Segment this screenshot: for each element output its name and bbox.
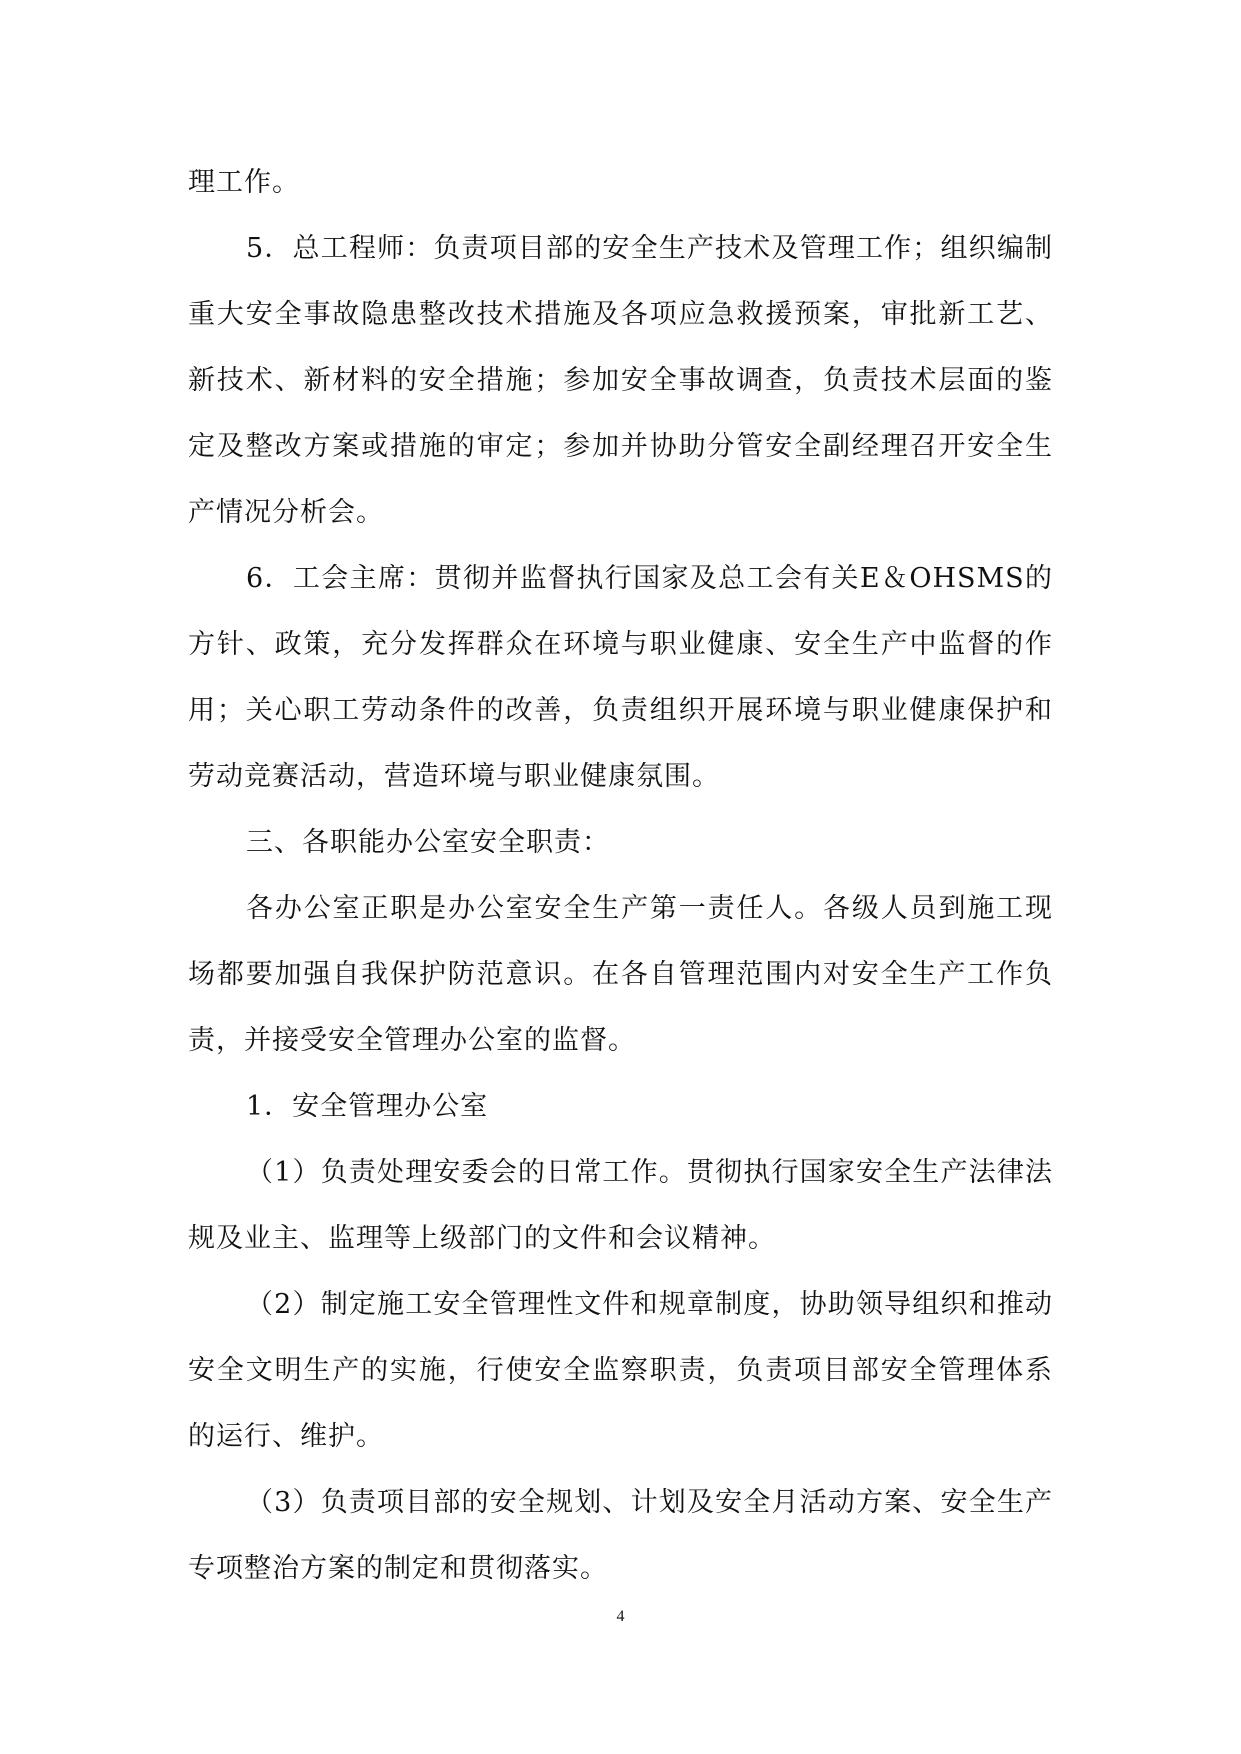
section-heading-office-duties: 三、各职能办公室安全职责： xyxy=(246,827,610,858)
paragraph-chief-engineer: 5．总工程师：负责项目部的安全生产技术及管理工作；组织编制重大安全事故隐患整改技术措施及各项应急救援预案，审批新工艺、新技术、新材料的安全措施；参加安全事故调查，负责技术层面的鉴定及整改方案或措施的审定；参加并协助分管安全副经理召开安全生产情况分析会。 xyxy=(188,233,1053,528)
subheading-safety-office: 1．安全管理办公室 xyxy=(246,1091,489,1122)
paragraph-office-heads: 各办公室正职是办公室安全生产第一责任人。各级人员到施工现场都要加强自我保护防范意识。在各自管理范围内对安全生产工作负责，并接受安全管理办公室的监督。 xyxy=(188,893,1053,1056)
page-number: 4 xyxy=(616,1608,625,1625)
list-item-2: （2）制定施工安全管理性文件和规章制度，协助领导组织和推动安全文明生产的实施，行使安全监察职责，负责项目部安全管理体系的运行、维护。 xyxy=(188,1289,1053,1452)
paragraph-continuation: 理工作。 xyxy=(188,167,300,198)
list-item-3: （3）负责项目部的安全规划、计划及安全月活动方案、安全生产专项整治方案的制定和贯彻落实。 xyxy=(188,1487,1053,1584)
paragraph-union-chairman: 6．工会主席：贯彻并监督执行国家及总工会有关E＆OHSMS的方针、政策，充分发挥群众在环境与职业健康、安全生产中监督的作用；关心职工劳动条件的改善，负责组织开展环境与职业健康保护和劳动竞赛活动，营造环境与职业健康氛围。 xyxy=(188,563,1053,792)
list-item-1: （1）负责处理安委会的日常工作。贯彻执行国家安全生产法律法规及业主、监理等上级部门的文件和会议精神。 xyxy=(188,1157,1053,1254)
document-body xyxy=(188,150,1053,1602)
